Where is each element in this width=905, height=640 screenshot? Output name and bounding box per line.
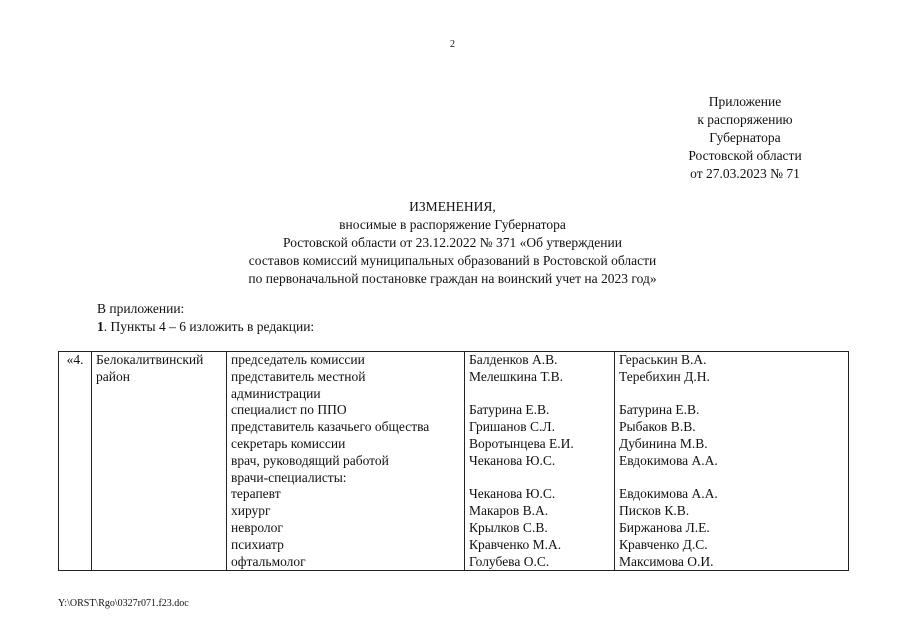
title-heading: ИЗМЕНЕНИЯ, <box>409 199 496 214</box>
member-name: Макаров В.А. <box>469 503 549 519</box>
reserve-name <box>619 386 844 403</box>
reserve-name: Батурина Е.В. <box>619 402 700 418</box>
reserve-name: Гераськин В.А. <box>619 352 707 367</box>
role-line: офтальмолог <box>231 553 306 569</box>
district-line: район <box>96 368 130 384</box>
reserve-name: Теребихин Д.Н. <box>619 368 710 384</box>
intro-text <box>97 300 314 336</box>
page-number: 2 <box>450 39 455 50</box>
members-cell <box>465 352 615 571</box>
reserve-name: Евдокимова А.А. <box>619 452 718 468</box>
title-line: Ростовской области от 23.12.2022 № 371 «Об утверждении <box>283 235 622 250</box>
role-line: представитель местной <box>231 368 366 384</box>
roles-cell <box>227 352 465 571</box>
member-name: Гришанов С.Л. <box>469 419 555 435</box>
role-line: хирург <box>231 503 271 519</box>
member-name: Крылков С.В. <box>469 519 548 535</box>
role-line: невролог <box>231 519 283 535</box>
table-row <box>59 352 849 571</box>
role-line: секретарь комиссии <box>231 435 346 451</box>
member-name: Батурина Е.В. <box>469 402 550 418</box>
file-path: Y:\ORST\Rgo\0327r071.f23.doc <box>58 598 189 609</box>
appendix-line: от 27.03.2023 № 71 <box>690 166 800 181</box>
role-line: терапевт <box>231 486 281 502</box>
member-name: Воротынцева Е.И. <box>469 435 574 451</box>
member-name: Мелешкина Т.В. <box>469 368 563 384</box>
role-line: психиатр <box>231 536 284 552</box>
appendix-line: Приложение <box>708 94 782 109</box>
reserve-name: Писков К.В. <box>619 503 690 519</box>
appendix-line: к распоряжению <box>697 112 793 127</box>
reserve-name: Рыбаков В.В. <box>619 419 696 435</box>
title-line: составов комиссий муниципальных образований в Ростовской области <box>248 253 657 268</box>
reserve-name: Биржанова Л.Е. <box>619 519 710 535</box>
role-line: администрации <box>231 385 321 401</box>
reserve-name: Евдокимова А.А. <box>619 486 718 502</box>
reserve-name: Дубинина М.В. <box>619 435 708 451</box>
member-name: Кравченко М.А. <box>469 536 562 552</box>
member-name <box>469 386 610 403</box>
member-name: Чеканова Ю.С. <box>469 486 556 502</box>
intro-line: В приложении: <box>97 301 185 316</box>
intro-item <box>97 318 314 336</box>
document-title <box>0 198 905 288</box>
appendix-line: Ростовской области <box>688 148 802 163</box>
role-line: врач, руководящий работой <box>231 452 389 468</box>
reserve-name: Максимова О.И. <box>619 553 714 569</box>
reserve-name: Кравченко Д.С. <box>619 536 708 552</box>
reserve-name <box>619 470 844 487</box>
role-line: специалист по ППО <box>231 402 347 418</box>
member-name: Балденков А.В. <box>469 352 558 367</box>
item-text: . Пункты 4 – 6 изложить в редакции: <box>103 319 315 334</box>
item-number-cell: «4. <box>59 352 92 571</box>
role-line: председатель комиссии <box>231 352 365 367</box>
member-name: Чеканова Ю.С. <box>469 452 556 468</box>
district-line: Белокалитвинский <box>96 352 204 367</box>
role-line: представитель казачьего общества <box>231 419 430 435</box>
appendix-block <box>640 93 850 183</box>
reserves-cell <box>615 352 849 571</box>
title-line: вносимые в распоряжение Губернатора <box>339 217 566 232</box>
appendix-line: Губернатора <box>709 130 781 145</box>
member-name: Голубева О.С. <box>469 553 550 569</box>
member-name <box>469 470 610 487</box>
role-line: врачи-специалисты: <box>231 469 347 485</box>
district-cell <box>92 352 227 571</box>
item-number: 1 <box>97 319 104 334</box>
commission-table <box>58 351 849 571</box>
title-line: по первоначальной постановке граждан на воинский учет на 2023 год» <box>248 271 657 286</box>
